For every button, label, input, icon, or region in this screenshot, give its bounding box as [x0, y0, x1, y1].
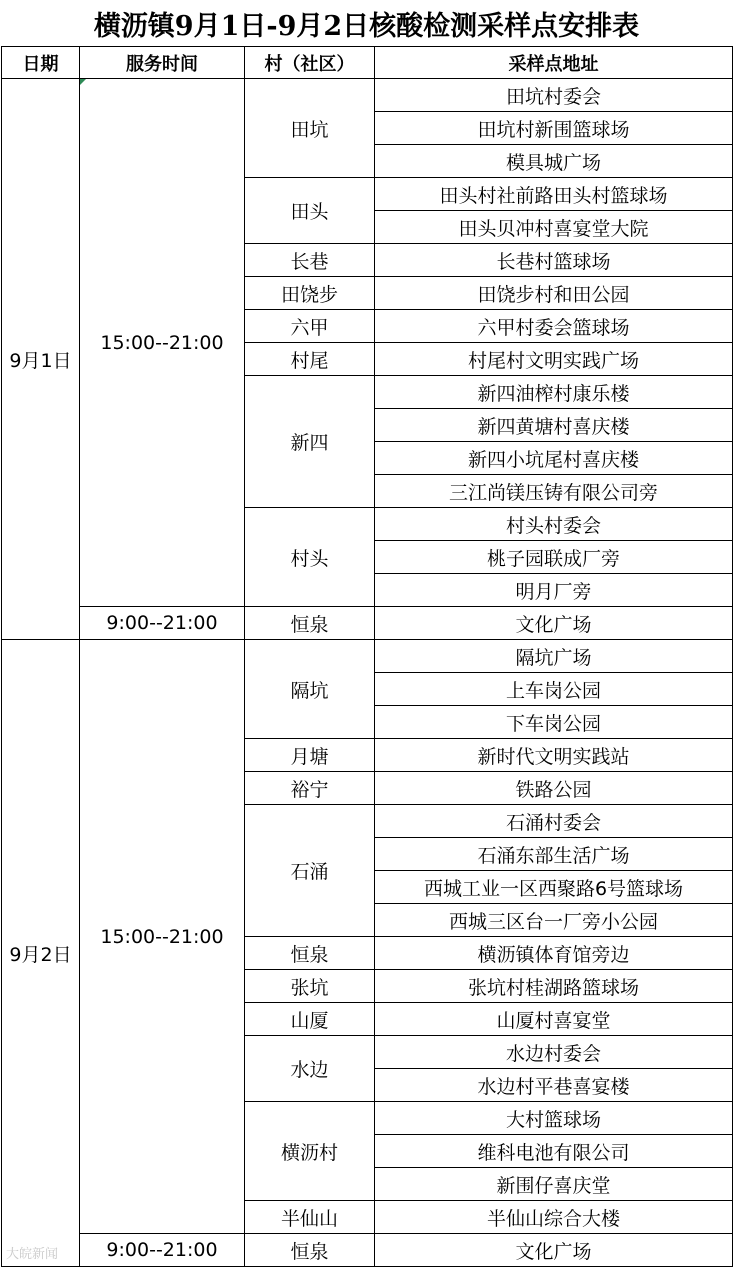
time-cell: 15:00--21:00: [80, 640, 245, 1234]
address-cell: 村尾村文明实践广场: [375, 343, 733, 376]
address-cell: 田头村社前路田头村篮球场: [375, 178, 733, 211]
address-cell: 田饶步村和田公园: [375, 277, 733, 310]
time-cell: 9:00--21:00: [80, 607, 245, 640]
village-cell: 石涌: [245, 805, 375, 937]
address-cell: 横沥镇体育馆旁边: [375, 937, 733, 970]
village-cell: 隔坑: [245, 640, 375, 739]
page-title: 横沥镇9月1日-9月2日核酸检测采样点安排表: [93, 10, 640, 42]
time-cell: 9:00--21:00: [80, 1234, 245, 1267]
table-row: [2, 640, 733, 673]
village-cell: 恒泉: [245, 937, 375, 970]
address-cell: 西城三区台一厂旁小公园: [375, 904, 733, 937]
address-cell: 明月厂旁: [375, 574, 733, 607]
address-cell: 文化广场: [375, 1234, 733, 1267]
address-cell: 石涌东部生活广场: [375, 838, 733, 871]
date-cell: 9月2日: [2, 640, 80, 1267]
header-village: 村（社区）: [245, 47, 375, 79]
village-cell: 田饶步: [245, 277, 375, 310]
address-cell: 新时代文明实践站: [375, 739, 733, 772]
village-cell: 田头: [245, 178, 375, 244]
village-cell: 张坑: [245, 970, 375, 1003]
village-cell: 长巷: [245, 244, 375, 277]
table-row: [2, 607, 733, 640]
village-cell: 恒泉: [245, 607, 375, 640]
header-service-time: 服务时间: [80, 47, 245, 79]
address-cell: 下车岗公园: [375, 706, 733, 739]
address-cell: 铁路公园: [375, 772, 733, 805]
village-cell: 半仙山: [245, 1201, 375, 1234]
village-cell: 恒泉: [245, 1234, 375, 1267]
address-cell: 桃子园联成厂旁: [375, 541, 733, 574]
village-cell: 裕宁: [245, 772, 375, 805]
address-cell: 隔坑广场: [375, 640, 733, 673]
header-address: 采样点地址: [375, 47, 733, 79]
village-cell: 横沥村: [245, 1102, 375, 1201]
address-cell: 田头贝冲村喜宴堂大院: [375, 211, 733, 244]
watermark-text: 大皖新闻: [6, 1247, 59, 1262]
address-cell: 西城工业一区西聚路6号篮球场: [375, 871, 733, 904]
address-cell: 上车岗公园: [375, 673, 733, 706]
village-cell: 水边: [245, 1036, 375, 1102]
address-cell: 田坑村委会: [375, 79, 733, 112]
village-cell: 村尾: [245, 343, 375, 376]
address-cell: 山厦村喜宴堂: [375, 1003, 733, 1036]
sampling-schedule-table: [1, 46, 733, 1267]
address-cell: 新围仔喜庆堂: [375, 1168, 733, 1201]
address-cell: 水边村平巷喜宴楼: [375, 1069, 733, 1102]
address-cell: 文化广场: [375, 607, 733, 640]
table-row: [2, 79, 733, 112]
village-cell: 新四: [245, 376, 375, 508]
address-cell: 半仙山综合大楼: [375, 1201, 733, 1234]
village-cell: 月塘: [245, 739, 375, 772]
date-cell: 9月1日: [2, 79, 80, 640]
address-cell: 新四油榨村康乐楼: [375, 376, 733, 409]
address-cell: 新四小坑尾村喜庆楼: [375, 442, 733, 475]
village-cell: 田坑: [245, 79, 375, 178]
cell-comment-marker: [80, 79, 86, 85]
table-row: [2, 1234, 733, 1267]
address-cell: 水边村委会: [375, 1036, 733, 1069]
address-cell: 大村篮球场: [375, 1102, 733, 1135]
address-cell: 长巷村篮球场: [375, 244, 733, 277]
address-cell: 田坑村新围篮球场: [375, 112, 733, 145]
village-cell: 村头: [245, 508, 375, 607]
address-cell: 村头村委会: [375, 508, 733, 541]
time-cell: 15:00--21:00: [80, 79, 245, 607]
village-cell: 山厦: [245, 1003, 375, 1036]
table-header-row: [2, 47, 733, 79]
address-cell: 模具城广场: [375, 145, 733, 178]
address-cell: 六甲村委会篮球场: [375, 310, 733, 343]
address-cell: 维科电池有限公司: [375, 1135, 733, 1168]
village-cell: 六甲: [245, 310, 375, 343]
address-cell: 石涌村委会: [375, 805, 733, 838]
address-cell: 张坑村桂湖路篮球场: [375, 970, 733, 1003]
address-cell: 新四黄塘村喜庆楼: [375, 409, 733, 442]
header-date: 日期: [2, 47, 80, 79]
address-cell: 三江尚镁压铸有限公司旁: [375, 475, 733, 508]
